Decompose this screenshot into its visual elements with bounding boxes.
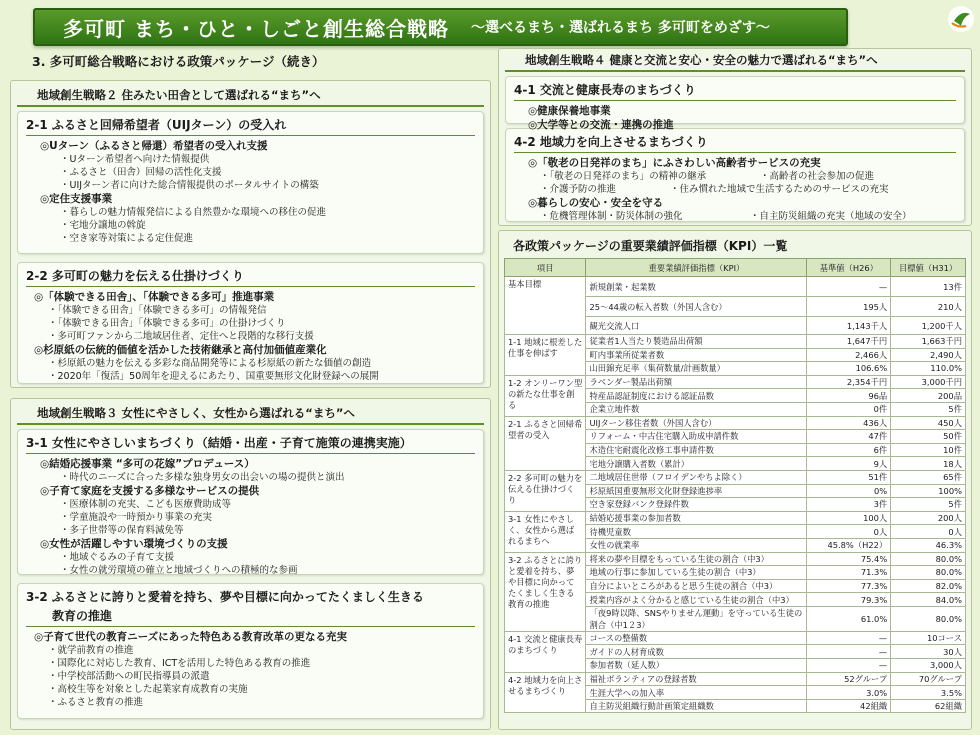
- strategy2-panel: [10, 80, 491, 388]
- kpi-row: [505, 631, 966, 645]
- kpi-baseline: 436人: [807, 416, 891, 430]
- item-sub: ・介護予防の推進: [540, 184, 617, 195]
- kpi-row: [505, 552, 966, 566]
- kpi-target: 80.0%: [891, 566, 966, 580]
- kpi-baseline: 42組織: [807, 699, 891, 713]
- item-sub: ・UIJターン者に向けた総合情報提供のポータルサイトの構築: [60, 180, 319, 191]
- kpi-baseline: 2,466人: [807, 348, 891, 362]
- kpi-indicator: 町内事業所従業者数: [586, 348, 807, 362]
- kpi-indicator: 授業内容がよく分かると感じている生徒の割合（中3）: [586, 593, 807, 607]
- strategy4-title: 地域創生戦略４ 健康と交流と安心・安全の魅力で選ばれる“まち”へ: [505, 52, 965, 72]
- kpi-target: 1,663千円: [891, 335, 966, 349]
- card-3-2: [17, 583, 484, 719]
- card-2-2-title: 2-2 多可町の魅力を伝える仕掛けづくり: [26, 267, 475, 287]
- item-sub: ・「体験できる田舎」「体験できる多可」の情報発信: [48, 305, 267, 316]
- kpi-baseline: 96品: [807, 389, 891, 403]
- kpi-baseline: 0%: [807, 484, 891, 498]
- kpi-target: 200品: [891, 389, 966, 403]
- kpi-target: 3.5%: [891, 686, 966, 700]
- kpi-indicator: 杉原紙国重要無形文化財登録進捗率: [586, 484, 807, 498]
- kpi-title: 各政策パッケージの重要業績評価指標（KPI）一覧: [513, 239, 788, 253]
- kpi-baseline: 77.3%: [807, 579, 891, 593]
- kpi-target: 46.3%: [891, 538, 966, 552]
- section-title: 3. 多可町総合戦略における政策パッケージ（続き）: [32, 54, 325, 69]
- item-sub-row: [514, 170, 956, 183]
- kpi-target: 84.0%: [891, 593, 966, 607]
- strategy4-panel: [498, 48, 972, 226]
- kpi-row: [505, 470, 966, 484]
- kpi-indicator: ラベンダー製品出荷額: [586, 375, 807, 389]
- strategy3-panel: [10, 398, 491, 730]
- kpi-category: 3-2 ふるさとに誇りと愛着を持ち、夢や目標に向かってたくましく生きる教育の推進: [505, 552, 586, 631]
- kpi-baseline: —: [807, 631, 891, 645]
- kpi-target: 5件: [891, 498, 966, 512]
- item-sub: ・ふるさと教育の推進: [48, 697, 144, 708]
- item-sub: ・中学校部活動への町民指導員の派遣: [48, 671, 210, 682]
- kpi-indicator: 将来の夢や目標をもっている生徒の割合（中3）: [586, 552, 807, 566]
- kpi-row: [505, 375, 966, 389]
- kpi-baseline: 51件: [807, 470, 891, 484]
- item-sub: ・ふるさと（田舎）回帰の活性化支援: [60, 167, 222, 178]
- item-sub-row: [514, 183, 956, 196]
- kpi-target: 13件: [891, 277, 966, 297]
- kpi-baseline: 6件: [807, 443, 891, 457]
- item-sub: ・危機管理体制・防災体制の強化: [540, 211, 683, 222]
- item-sub: ・高齢者の社会参加の促進: [760, 171, 875, 182]
- kpi-table: [504, 258, 966, 713]
- kpi-baseline: 52グループ: [807, 672, 891, 686]
- kpi-target: 1,200千人: [891, 317, 966, 335]
- kpi-row: [505, 511, 966, 525]
- kpi-indicator: 地域の行事に参加している生徒の割合（中3）: [586, 566, 807, 580]
- card-4-2-title: 4-2 地域力を向上させるまちづくり: [514, 133, 956, 153]
- kpi-baseline: 1,143千人: [807, 317, 891, 335]
- kpi-row: [505, 335, 966, 349]
- item-sub: ・住み慣れた地域で生活するためのサービスの充実: [670, 184, 889, 195]
- item-sub: ・就学前教育の推進: [48, 645, 134, 656]
- kpi-indicator: コースの整備数: [586, 631, 807, 645]
- card-4-1-title: 4-1 交流と健康長寿のまちづくり: [514, 81, 956, 101]
- card-2-1-title: 2-1 ふるさと回帰希望者（UIJターン）の受入れ: [26, 116, 475, 136]
- kpi-baseline: 47件: [807, 430, 891, 444]
- kpi-baseline: —: [807, 659, 891, 673]
- kpi-baseline: 71.3%: [807, 566, 891, 580]
- kpi-indicator: 観光交流人口: [586, 317, 807, 335]
- item-sub: ・国際化に対応した教育、ICTを活用した特色ある教育の推進: [48, 658, 311, 669]
- kpi-indicator: 企業立地件数: [586, 402, 807, 416]
- town-logo-icon: [946, 4, 976, 34]
- item-heading: ◎「体験できる田舎」、「体験できる多可」推進事業: [34, 291, 275, 303]
- item-sub: ・自主防災組織の充実（地域の安全）: [750, 211, 912, 222]
- kpi-baseline: 3件: [807, 498, 891, 512]
- kpi-baseline: —: [807, 277, 891, 297]
- kpi-target: 65件: [891, 470, 966, 484]
- kpi-target: 80.0%: [891, 552, 966, 566]
- item-sub: ・Uターン希望者へ向けた情報提供: [60, 154, 210, 165]
- kpi-target: 3,000千円: [891, 375, 966, 389]
- item-sub: ・「敬老の日発祥のまち」の精神の継承: [540, 171, 707, 182]
- card-3-1-title: 3-1 女性にやさしいまちづくり（結婚・出産・子育て施策の連携実施）: [26, 434, 475, 454]
- kpi-target: 10コース: [891, 631, 966, 645]
- kpi-target: 110.0%: [891, 362, 966, 376]
- kpi-baseline: 45.8%（H22）: [807, 538, 891, 552]
- kpi-baseline: 195人: [807, 297, 891, 317]
- kpi-target: 30人: [891, 645, 966, 659]
- kpi-panel: [498, 230, 972, 730]
- strategy2-title: 地域創生戦略２ 住みたい田舎として選ばれる“まち”へ: [17, 87, 484, 107]
- card-3-2-title-line2: 教育の推進: [26, 607, 475, 627]
- item-sub: ・時代のニーズに合った多様な独身男女の出会いの場の提供と演出: [60, 472, 345, 483]
- kpi-target: 70グループ: [891, 672, 966, 686]
- item-sub-row: [514, 210, 956, 223]
- kpi-indicator: 空き家登録バンク登録件数: [586, 498, 807, 512]
- kpi-category: 3-1 女性にやさしく、女性から選ばれるまちへ: [505, 511, 586, 552]
- item-sub: ・宅地分譲地の斡旋: [60, 220, 146, 231]
- kpi-baseline: 61.0%: [807, 606, 891, 631]
- kpi-category: 基本目標: [505, 277, 586, 335]
- item-sub: ・地域ぐるみの子育て支援: [60, 552, 175, 563]
- card-2-1: [17, 111, 484, 254]
- kpi-target: 100%: [891, 484, 966, 498]
- kpi-indicator: 結婚応援事業の参加者数: [586, 511, 807, 525]
- kpi-indicator: 自分によいところがあると思う生徒の割合（中3）: [586, 579, 807, 593]
- kpi-baseline: 1,647千円: [807, 335, 891, 349]
- card-2-2: [17, 262, 484, 384]
- item-sub: ・学童施設や一時預かり事業の充実: [60, 512, 213, 523]
- page-title: 多可町 まち・ひと・しごと創生総合戦略: [63, 16, 449, 41]
- kpi-indicator: リフォーム・中古住宅購入助成申請件数: [586, 430, 807, 444]
- kpi-category: 1-2 オンリーワン型の新たな仕事を創る: [505, 375, 586, 416]
- kpi-baseline: 2,354千円: [807, 375, 891, 389]
- kpi-baseline: —: [807, 645, 891, 659]
- item-heading: ◎女性が活躍しやすい環境づくりの支援: [40, 538, 228, 550]
- kpi-indicator: 自主防災組織行動計画策定組織数: [586, 699, 807, 713]
- item-heading: ◎定住支援事業: [40, 193, 113, 205]
- left-column: [10, 52, 490, 74]
- item-sub: ・暮らしの魅力情報発信による自然豊かな環境への移住の促進: [60, 207, 327, 218]
- kpi-category: 1-1 地域に根差した仕事を伸ばす: [505, 335, 586, 376]
- kpi-target: 5件: [891, 402, 966, 416]
- kpi-header-row: [505, 259, 966, 277]
- kpi-row: [505, 416, 966, 430]
- page-subtitle: ～選べるまち・選ばれるまち 多可町をめざす～: [470, 20, 770, 36]
- item-sub: ・女性の就労環境の確立と地域づくりへの積極的な参画: [60, 565, 298, 576]
- strategy3-title: 地域創生戦略３ 女性にやさしく、女性から選ばれる“まち”へ: [17, 405, 484, 425]
- card-3-1: [17, 429, 484, 575]
- item-heading: ◎杉原紙の伝統的価値を活かした技術継承と高付加価値産業化: [34, 344, 327, 356]
- item-heading: ◎子育て家庭を支援する多様なサービスの提供: [40, 485, 260, 497]
- kpi-baseline: 0人: [807, 525, 891, 539]
- kpi-target: 18人: [891, 457, 966, 471]
- item-sub: ・「体験できる田舎」「体験できる多可」の仕掛けづくり: [48, 318, 286, 329]
- kpi-baseline: 0件: [807, 402, 891, 416]
- kpi-target: 2,490人: [891, 348, 966, 362]
- kpi-indicator: 参加者数（延人数）: [586, 659, 807, 673]
- kpi-indicator: 従業者1人当たり製造品出荷額: [586, 335, 807, 349]
- kpi-category: 4-1 交流と健康長寿のまちづくり: [505, 631, 586, 672]
- kpi-indicator: 待機児童数: [586, 525, 807, 539]
- kpi-indicator: 25～44歳の転入者数（外国人含む）: [586, 297, 807, 317]
- kpi-target: 450人: [891, 416, 966, 430]
- kpi-target: 200人: [891, 511, 966, 525]
- kpi-indicator: 特産品認証制度における認証品数: [586, 389, 807, 403]
- kpi-indicator: UIJターン移住者数（外国人含む）: [586, 416, 807, 430]
- item-sub: ・医療体制の充実、こども医療費助成等: [60, 499, 232, 510]
- kpi-indicator: 女性の就業率: [586, 538, 807, 552]
- kpi-target: 3,000人: [891, 659, 966, 673]
- item-sub: ・多子世帯等の保育料減免等: [60, 525, 184, 536]
- kpi-table-body: [505, 277, 966, 713]
- item-heading: ◎結婚応援事業 “多可の花嫁”プロデュース）: [40, 458, 255, 470]
- kpi-category: 2-1 ふるさと回帰希望者の受入: [505, 416, 586, 470]
- kpi-indicator: 木造住宅耐震化改修工事申請件数: [586, 443, 807, 457]
- kpi-indicator: 生涯大学への加入率: [586, 686, 807, 700]
- header-banner: [33, 8, 848, 46]
- kpi-baseline: 106.6%: [807, 362, 891, 376]
- kpi-target: 50件: [891, 430, 966, 444]
- kpi-target: 82.0%: [891, 579, 966, 593]
- kpi-header-cell: 目標値（H31）: [891, 259, 966, 277]
- kpi-target: 210人: [891, 297, 966, 317]
- kpi-header-cell: 項目: [505, 259, 586, 277]
- kpi-baseline: 3.0%: [807, 686, 891, 700]
- card-3-2-title: 3-2 ふるさとに誇りと愛着を持ち、夢や目標に向かってたくましく生きる: [26, 590, 424, 604]
- kpi-baseline: 75.4%: [807, 552, 891, 566]
- kpi-indicator: 二地域居住世帯（フロイデンやちよ除く）: [586, 470, 807, 484]
- item-sub: ・空き家等対策による定住促進: [60, 233, 194, 244]
- kpi-target: 0人: [891, 525, 966, 539]
- kpi-target: 62組織: [891, 699, 966, 713]
- item-sub: ・2020年「復活」50周年を迎えるにあたり、国重要無形文化財登録への展開: [48, 371, 379, 382]
- kpi-target: 10件: [891, 443, 966, 457]
- item-heading: ◎暮らしの安心・安全を守る: [528, 197, 664, 209]
- item-heading: ◎「敬老の日発祥のまち」にふさわしい高齢者サービスの充実: [528, 157, 821, 169]
- item-heading: ◎子育て世代の教育ニーズにあった特色ある教育改革の更なる充実: [34, 631, 348, 643]
- item-sub: ・杉原紙の魅力を伝える多彩な商品開発等による杉原紙の新たな価値の創造: [48, 358, 372, 369]
- kpi-header-cell: 基準値（H26）: [807, 259, 891, 277]
- card-4-1: [505, 76, 965, 131]
- kpi-category: 4-2 地域力を向上させるまちづくり: [505, 672, 586, 713]
- kpi-indicator: 「夜9時以降、SNSやりません運動」を守っている生徒の割合（中1２3）: [586, 606, 807, 631]
- kpi-indicator: 宅地分譲購入者数（累計）: [586, 457, 807, 471]
- kpi-baseline: 79.3%: [807, 593, 891, 607]
- item-sub: ・高校生等を対象とした起業家育成教育の実施: [48, 684, 248, 695]
- kpi-indicator: 山田錦充足率（集荷数量/計画数量）: [586, 362, 807, 376]
- card-4-2: [505, 128, 965, 222]
- kpi-target: 80.0%: [891, 606, 966, 631]
- kpi-indicator: 新規創業・起業数: [586, 277, 807, 297]
- kpi-indicator: 福祉ボランティアの登録者数: [586, 672, 807, 686]
- kpi-row: [505, 672, 966, 686]
- item-heading: ◎Uターン（ふるさと帰還）希望者の受入れ支援: [40, 140, 268, 152]
- kpi-category: 2-2 多可町の魅力を伝える仕掛けづくり: [505, 470, 586, 511]
- item-heading: ◎大学等との交流・連携の推進: [528, 119, 674, 131]
- item-sub: ・多可町ファンから二地域居住者、定住へと段階的な移行支援: [48, 331, 314, 342]
- kpi-indicator: ガイドの人材育成数: [586, 645, 807, 659]
- kpi-header-cell: 重要業績評価指標（KPI）: [586, 259, 807, 277]
- kpi-baseline: 100人: [807, 511, 891, 525]
- item-heading: ◎健康保養地事業: [528, 105, 611, 117]
- kpi-row: [505, 277, 966, 297]
- kpi-baseline: 9人: [807, 457, 891, 471]
